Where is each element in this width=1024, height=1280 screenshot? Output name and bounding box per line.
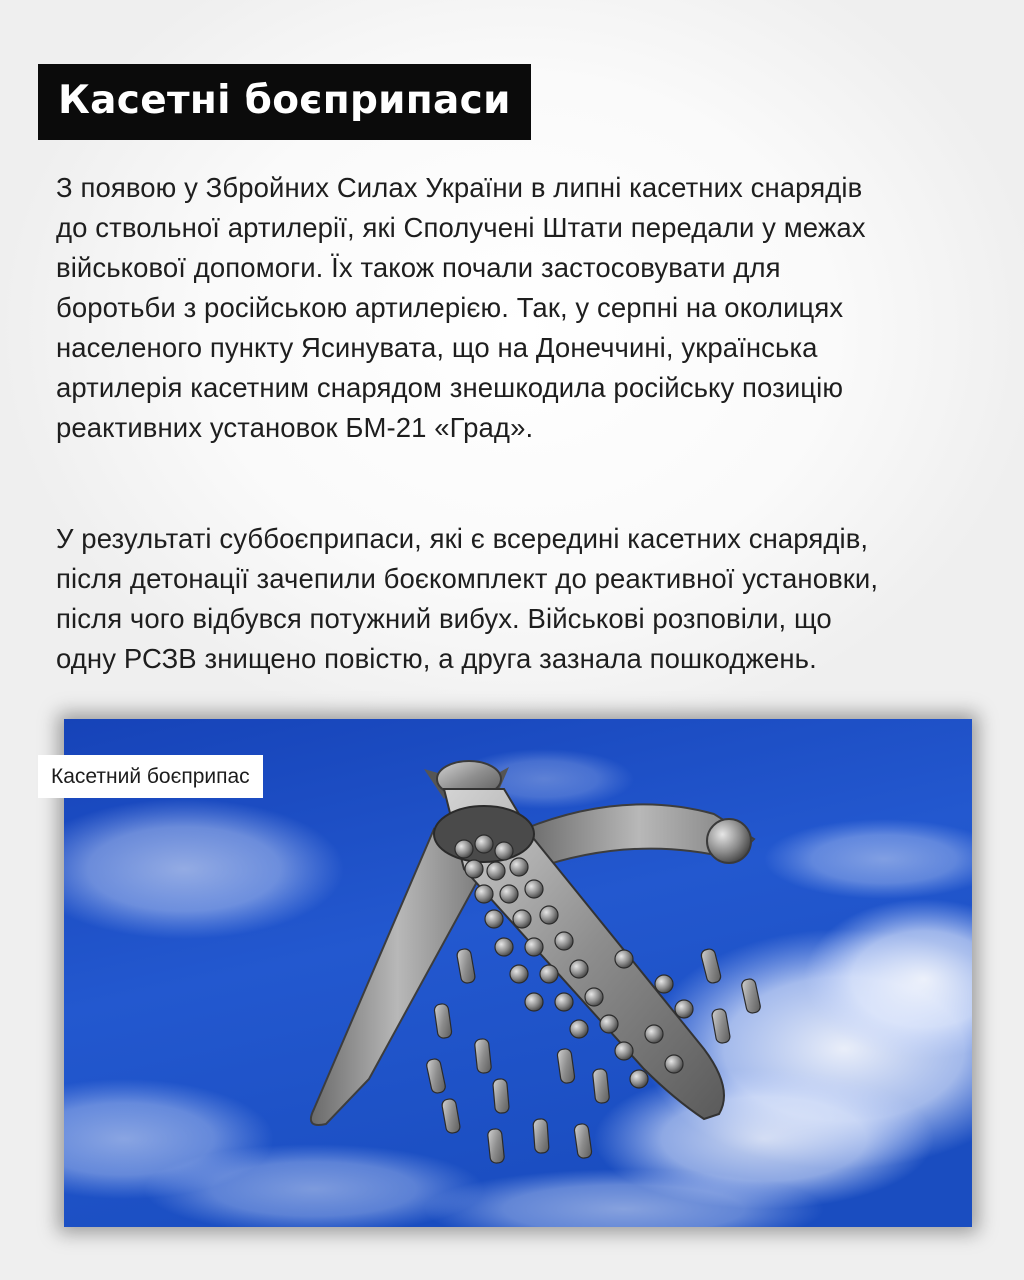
paragraph-line: до ствольної артилерії, які Сполучені Штати передали у межах bbox=[56, 212, 866, 243]
paragraph-line: артилерія касетним снарядом знешкодила російську позицію bbox=[56, 372, 844, 403]
page-title: Касетні боєприпаси bbox=[38, 64, 531, 140]
paragraph-line: одну РСЗВ знищено повістю, а друга зазнала пошкоджень. bbox=[56, 643, 817, 674]
paragraph-line: після чого відбувся потужний вибух. Військові розповіли, що bbox=[56, 603, 832, 634]
paragraph-line: З появою у Збройних Силах України в липні касетних снарядів bbox=[56, 172, 863, 203]
paragraph-line: У результаті суббоєприпаси, які є всередині касетних снарядів, bbox=[56, 523, 869, 554]
paragraph-line: реактивних установок БМ-21 «Град». bbox=[56, 412, 534, 443]
image-caption: Касетний боєприпас bbox=[38, 755, 263, 798]
paragraph-1 bbox=[56, 168, 986, 448]
paragraph-line: населеного пункту Ясинувата, що на Донеччині, українська bbox=[56, 332, 818, 363]
paragraph-line: військової допомоги. Їх також почали застосовувати для bbox=[56, 252, 781, 283]
paragraph-line: боротьби з російською артилерією. Так, у серпні на околицях bbox=[56, 292, 844, 323]
paragraph-line: після детонації зачепили боєкомплект до реактивної установки, bbox=[56, 563, 879, 594]
paragraph-2 bbox=[56, 519, 986, 679]
